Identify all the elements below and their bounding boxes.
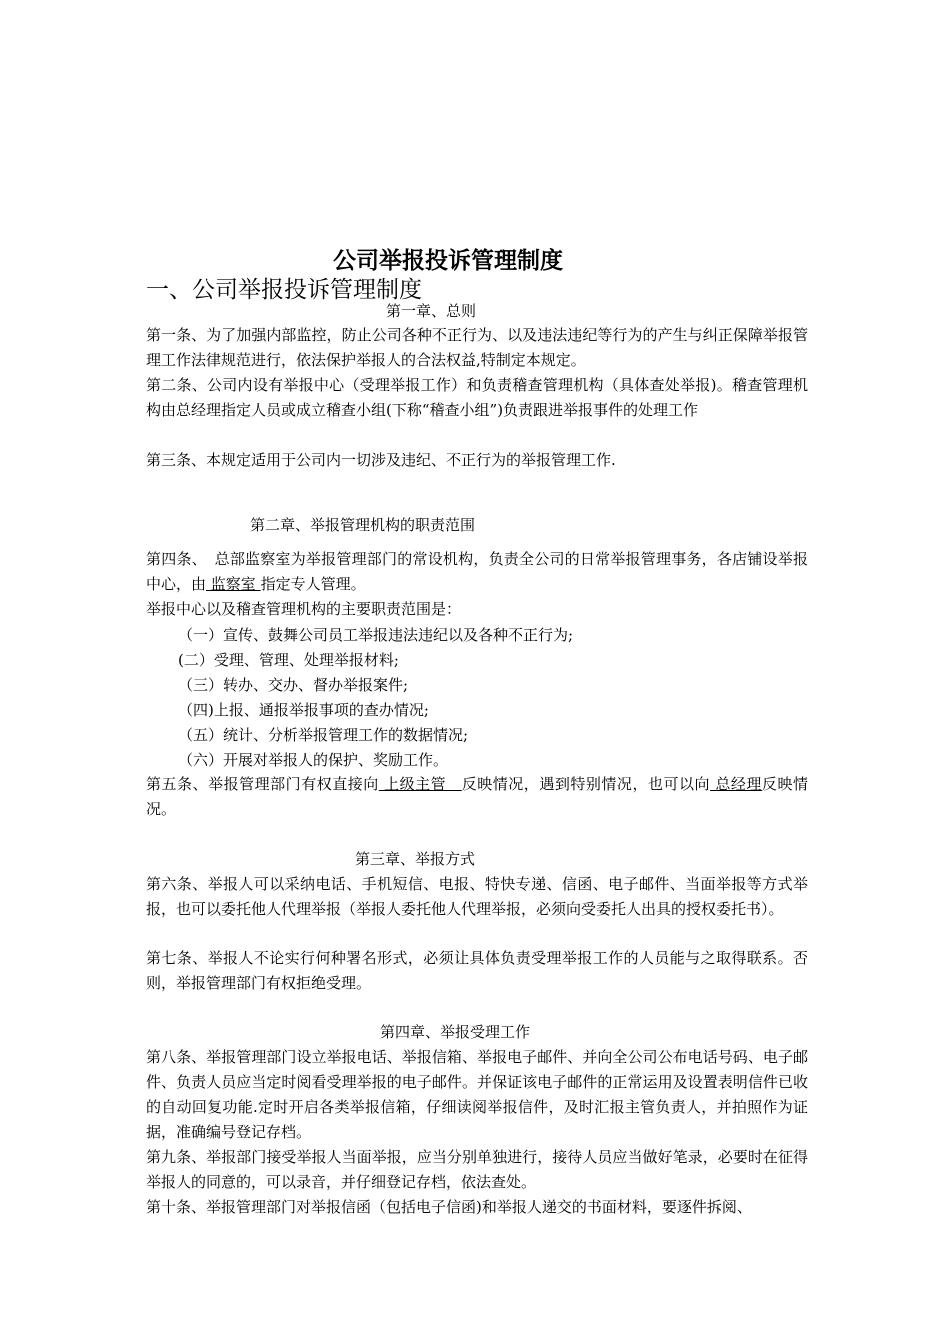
scope-item-2: (二）受理、管理、处理举报材料; <box>178 651 399 669</box>
scope-item-3: （三）转办、交办、督办举报案件; <box>178 676 409 694</box>
article-5-text-mid: 反映情况，遇到特别情况，也可以向 <box>461 775 711 793</box>
article-4-text: 第四条、 总部监察室为举报管理部门的常设机构，负责全公司的日常举报管理事务，各店铺设举报中心，由 <box>146 550 808 593</box>
article-3: 第三条、本规定适用于公司内一切涉及违纪、不正行为的举报管理工作. <box>146 451 616 469</box>
article-6: 第六条、举报人可以采纳电话、手机短信、电报、特快专递、信函、电子邮件、当面举报等方式举报，也可以委托他人代理举报（举报人委托他人代理举报，必须向受委托人出具的授权委托书）。 <box>146 875 808 918</box>
article-5-underlined-1: 上级主管 <box>378 775 462 793</box>
article-1: 第一条、为了加强内部监控，防止公司各种不正行为、以及违法违纪等行为的产生与纠正保障举报管理工作法律规范进行，依法保护举报人的合法权益,特制定本规定。 <box>146 326 808 369</box>
article-5-underlined-2: 总经理 <box>710 775 762 793</box>
article-4-underlined: 监察室 <box>206 575 261 593</box>
article-9: 第九条、举报部门接受举报人当面举报，应当分别单独进行，接待人员应当做好笔录，必要时在征得举报人的同意的，可以录音，并仔细登记存档，依法查处。 <box>146 1148 808 1191</box>
scope-intro: 举报中心以及稽查管理机构的主要职责范围是： <box>146 600 462 618</box>
chapter-2-heading: 第二章、举报管理机构的职责范围 <box>250 516 476 534</box>
article-5 <box>146 772 808 822</box>
article-4-text-end: 指定专人管理。 <box>260 575 366 593</box>
article-8: 第八条、举报管理部门设立举报电话、举报信箱、举报电子邮件、并向全公司公布电话号码、电子邮件、负责人员应当定时阅看受理举报的电子邮件。并保证该电子邮件的正常运用及设置表明信件已收的自动回复功能.定时开启各类举报信箱，仔细读阅举报信件，及时汇报主管负责人，并拍照作为证据，准确编号登记存档。 <box>146 1048 808 1141</box>
chapter-1-heading: 第一章、总则 <box>386 302 477 320</box>
document-title: 公司举报投诉管理制度 <box>333 248 563 274</box>
scope-item-5: （五）统计、分析举报管理工作的数据情况; <box>178 726 469 744</box>
article-5-text: 第五条、举报管理部门有权直接向 <box>146 775 379 793</box>
article-7: 第七条、举报人不论实行何种署名形式，必须让具体负责受理举报工作的人员能与之取得联系。否则，举报管理部门有权拒绝受理。 <box>146 949 808 992</box>
chapter-3-heading: 第三章、举报方式 <box>355 850 476 868</box>
article-2: 第二条、公司内设有举报中心（受理举报工作）和负责稽查管理机构（具体查处举报)。稽查管理机构由总经理指定人员或成立稽查小组(下称“稽查小组”)负责跟进举报事件的处理工作 <box>146 376 808 419</box>
scope-item-6: （六）开展对举报人的保护、奖励工作。 <box>178 751 449 769</box>
article-4 <box>146 547 808 597</box>
article-5-text-end: 反映情况。 <box>146 775 808 818</box>
article-10: 第十条、举报管理部门对举报信函（包括电子信函)和举报人递交的书面材料，要逐件拆阅、 <box>146 1198 752 1216</box>
scope-item-4: （四)上报、通报举报事项的查办情况; <box>178 701 429 719</box>
chapter-4-heading: 第四章、举报受理工作 <box>380 1023 531 1041</box>
scope-item-1: （一）宣传、鼓舞公司员工举报违法违纪以及各种不正行为; <box>178 626 574 644</box>
section-heading: 一、公司举报投诉管理制度 <box>146 277 422 303</box>
